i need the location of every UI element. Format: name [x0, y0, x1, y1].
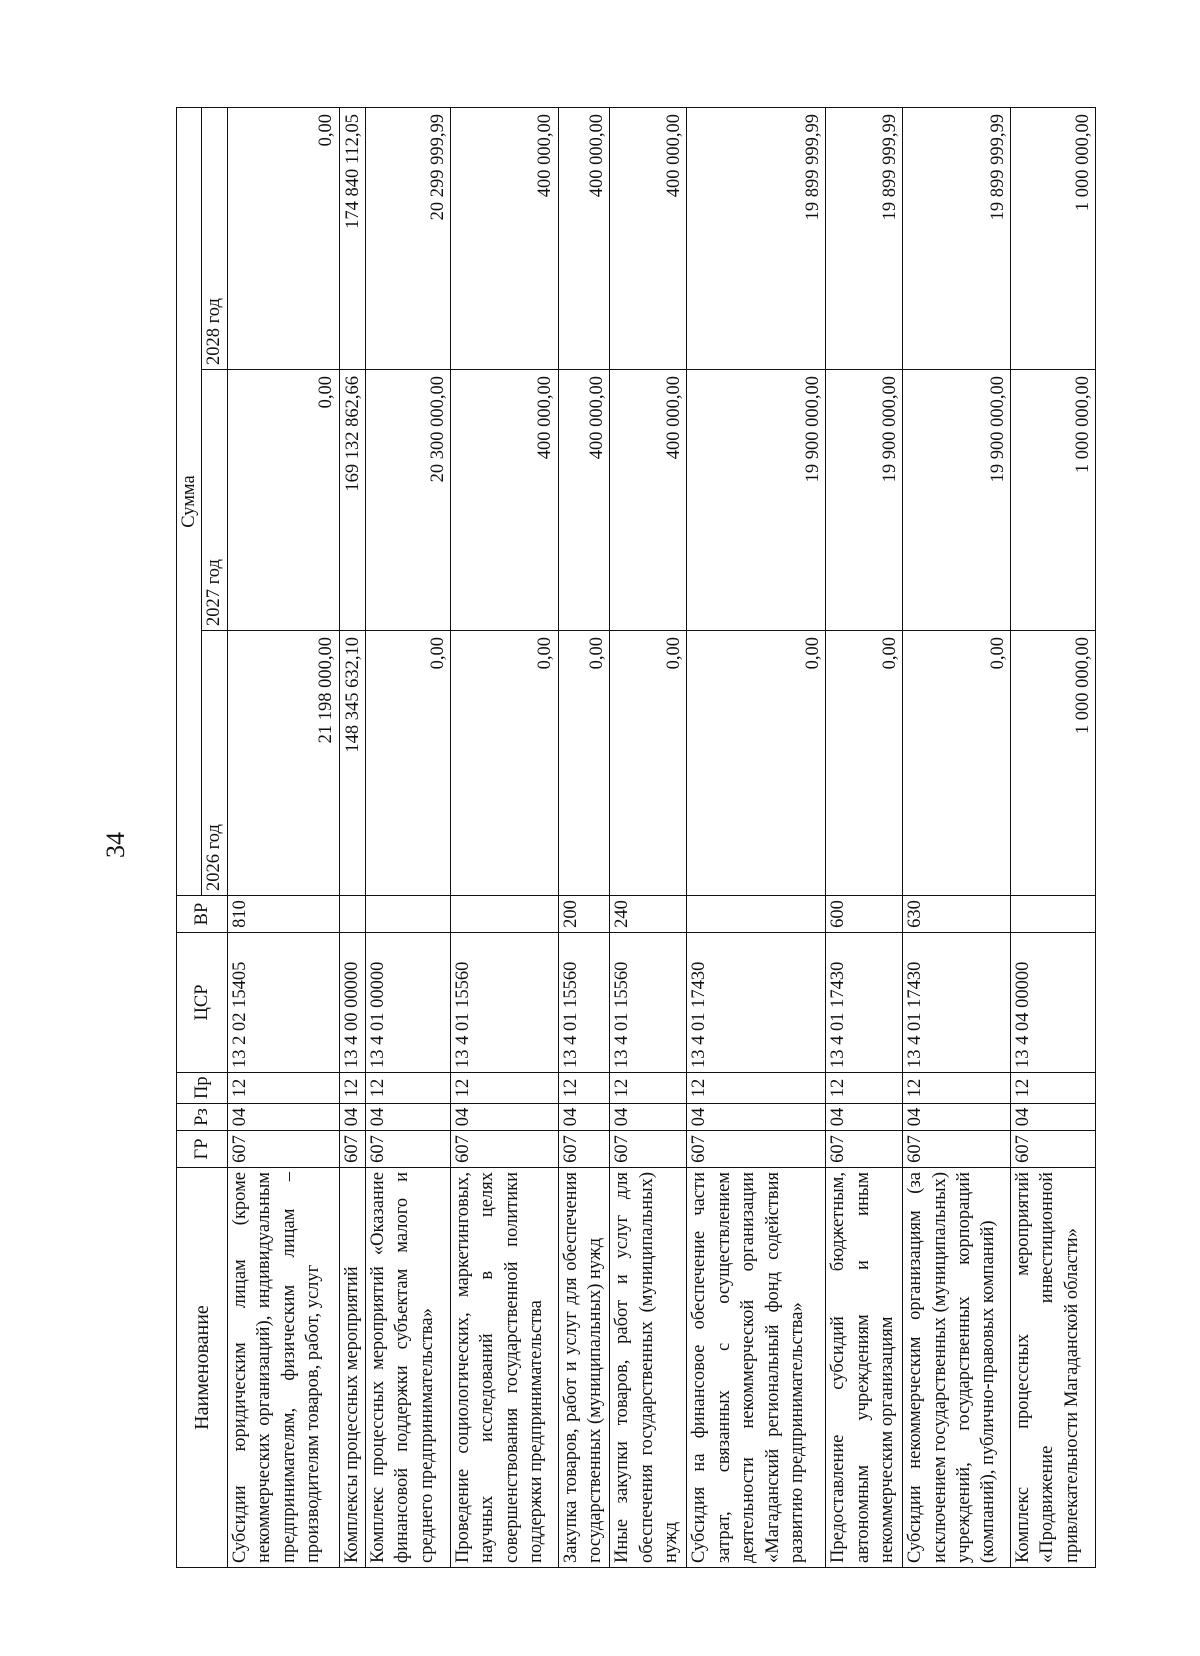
- row-csr-cell: 13 4 01 15560: [451, 933, 559, 1073]
- row-amount-2027: 400 000,00: [451, 370, 559, 631]
- table-row: [366, 107, 451, 1567]
- row-pr-cell: 12: [826, 1073, 903, 1104]
- row-gr-cell: 607: [558, 1131, 610, 1168]
- row-gr-cell: 607: [227, 1131, 339, 1168]
- row-amount-2028: 20 299 999,99: [366, 107, 451, 369]
- row-vr-cell: 810: [227, 896, 339, 933]
- row-pr-cell: 12: [1010, 1073, 1095, 1104]
- table-row: [903, 107, 1011, 1567]
- col-header-name: Наименование: [177, 1168, 228, 1568]
- table-row: [227, 107, 339, 1567]
- rotated-sheet: [176, 108, 1096, 1568]
- row-amount-2026: 0,00: [826, 631, 903, 896]
- row-csr-cell: 13 4 04 00000: [1010, 933, 1095, 1073]
- row-pr-cell: 12: [451, 1073, 559, 1104]
- row-csr-cell: 13 4 01 17430: [687, 933, 826, 1073]
- row-vr-cell: [339, 896, 365, 933]
- row-amount-2027: 400 000,00: [610, 370, 687, 631]
- table-row: [451, 107, 559, 1567]
- col-header-gr: ГР: [177, 1131, 228, 1168]
- row-csr-cell: 13 4 01 17430: [826, 933, 903, 1073]
- row-csr-cell: 13 4 01 00000: [366, 933, 451, 1073]
- row-amount-2027: 19 900 000,00: [826, 370, 903, 631]
- row-gr-cell: 607: [451, 1131, 559, 1168]
- row-gr-cell: 607: [903, 1131, 1011, 1168]
- row-amount-2028: 400 000,00: [451, 107, 559, 369]
- row-gr-cell: 607: [687, 1131, 826, 1168]
- row-name-cell: Субсидии юридическим лицам (кроме некоммерческих организаций), индивидуальным предпринимателям, физическим лицам – производителям товаров, работ, услуг: [227, 1168, 339, 1568]
- row-amount-2026: 0,00: [610, 631, 687, 896]
- row-amount-2027: 0,00: [227, 370, 339, 631]
- row-csr-cell: 13 2 02 15405: [227, 933, 339, 1073]
- table-row: [687, 107, 826, 1567]
- row-gr-cell: 607: [610, 1131, 687, 1168]
- row-gr-cell: 607: [826, 1131, 903, 1168]
- row-vr-cell: [687, 896, 826, 933]
- row-vr-cell: 200: [558, 896, 610, 933]
- row-amount-2027: 20 300 000,00: [366, 370, 451, 631]
- col-header-pr: Пр: [177, 1073, 228, 1104]
- row-amount-2027: 169 132 862,66: [339, 370, 365, 631]
- table-row: [1010, 107, 1095, 1567]
- row-rz-cell: 04: [366, 1104, 451, 1131]
- col-header-rz: Рз: [177, 1104, 228, 1131]
- row-amount-2026: 0,00: [903, 631, 1011, 896]
- row-amount-2028: 1 000 000,00: [1010, 107, 1095, 369]
- row-csr-cell: 13 4 01 15560: [610, 933, 687, 1073]
- row-amount-2026: 148 345 632,10: [339, 631, 365, 896]
- row-pr-cell: 12: [610, 1073, 687, 1104]
- row-amount-2026: 21 198 000,00: [227, 631, 339, 896]
- row-amount-2027: 400 000,00: [558, 370, 610, 631]
- row-amount-2026: 0,00: [558, 631, 610, 896]
- row-amount-2028: 0,00: [227, 107, 339, 369]
- row-amount-2026: 0,00: [451, 631, 559, 896]
- row-pr-cell: 12: [227, 1073, 339, 1104]
- row-amount-2026: 0,00: [366, 631, 451, 896]
- row-name-cell: Субсидии некоммерческим организациям (за исключением государственных (муниципальных) учреждений, государственных корпораций (компаний), публично-правовых компаний): [903, 1168, 1011, 1568]
- row-csr-cell: 13 4 00 00000: [339, 933, 365, 1073]
- row-rz-cell: 04: [1010, 1104, 1095, 1131]
- row-gr-cell: 607: [1010, 1131, 1095, 1168]
- row-name-cell: Комплекс процессных мероприятий «Продвижение инвестиционной привлекательности Магаданской области»: [1010, 1168, 1095, 1568]
- row-vr-cell: [451, 896, 559, 933]
- row-amount-2028: 19 899 999,99: [903, 107, 1011, 369]
- row-name-cell: Предоставление субсидий бюджетным, автономным учреждениям и иным некоммерческим организациям: [826, 1168, 903, 1568]
- row-rz-cell: 04: [687, 1104, 826, 1131]
- row-vr-cell: [366, 896, 451, 933]
- row-csr-cell: 13 4 01 17430: [903, 933, 1011, 1073]
- row-rz-cell: 04: [451, 1104, 559, 1131]
- col-header-sum: Сумма: [177, 107, 202, 895]
- row-amount-2028: 400 000,00: [610, 107, 687, 369]
- row-amount-2027: 1 000 000,00: [1010, 370, 1095, 631]
- row-amount-2027: 19 900 000,00: [687, 370, 826, 631]
- header-row-top: [177, 107, 202, 1567]
- row-vr-cell: 630: [903, 896, 1011, 933]
- table-row: [339, 107, 365, 1567]
- col-header-2026: 2026 год: [202, 631, 227, 896]
- row-vr-cell: [1010, 896, 1095, 933]
- row-name-cell: Проведение социологических, маркетинговых, научных исследований в целях совершенствования государственной политики поддержки предпринимательства: [451, 1168, 559, 1568]
- col-header-2027: 2027 год: [202, 370, 227, 631]
- row-rz-cell: 04: [826, 1104, 903, 1131]
- col-header-csr: ЦСР: [177, 933, 228, 1073]
- row-csr-cell: 13 4 01 15560: [558, 933, 610, 1073]
- row-gr-cell: 607: [366, 1131, 451, 1168]
- row-amount-2026: 0,00: [687, 631, 826, 896]
- row-amount-2026: 1 000 000,00: [1010, 631, 1095, 896]
- row-amount-2028: 19 899 999,99: [687, 107, 826, 369]
- col-header-2028: 2028 год: [202, 107, 227, 369]
- col-header-vr: ВР: [177, 896, 228, 933]
- row-name-cell: Комплексы процессных мероприятий: [339, 1168, 365, 1568]
- row-amount-2027: 19 900 000,00: [903, 370, 1011, 631]
- row-amount-2028: 400 000,00: [558, 107, 610, 369]
- table-row: [610, 107, 687, 1567]
- row-name-cell: Комплекс процессных мероприятий «Оказание финансовой поддержки субъектам малого и среднего предпринимательства»: [366, 1168, 451, 1568]
- row-pr-cell: 12: [558, 1073, 610, 1104]
- row-rz-cell: 04: [339, 1104, 365, 1131]
- row-amount-2028: 19 899 999,99: [826, 107, 903, 369]
- row-pr-cell: 12: [687, 1073, 826, 1104]
- table-row: [826, 107, 903, 1567]
- row-rz-cell: 04: [610, 1104, 687, 1131]
- row-rz-cell: 04: [903, 1104, 1011, 1131]
- budget-table: [176, 107, 1096, 1568]
- row-rz-cell: 04: [227, 1104, 339, 1131]
- row-pr-cell: 12: [903, 1073, 1011, 1104]
- row-rz-cell: 04: [558, 1104, 610, 1131]
- row-name-cell: Иные закупки товаров, работ и услуг для обеспечения государственных (муниципальных) нужд: [610, 1168, 687, 1568]
- row-pr-cell: 12: [339, 1073, 365, 1104]
- row-gr-cell: 607: [339, 1131, 365, 1168]
- row-pr-cell: 12: [366, 1073, 451, 1104]
- row-name-cell: Субсидия на финансовое обеспечение части затрат, связанных с осуществлением деятельности некоммерческой организации «Магаданский региональный фонд содействия развитию предпринимательства»: [687, 1168, 826, 1568]
- row-name-cell: Закупка товаров, работ и услуг для обеспечения государственных (муниципальных) нужд: [558, 1168, 610, 1568]
- row-amount-2028: 174 840 112,05: [339, 107, 365, 369]
- page-number: 34: [101, 832, 130, 858]
- row-vr-cell: 600: [826, 896, 903, 933]
- row-vr-cell: 240: [610, 896, 687, 933]
- table-row: [558, 107, 610, 1567]
